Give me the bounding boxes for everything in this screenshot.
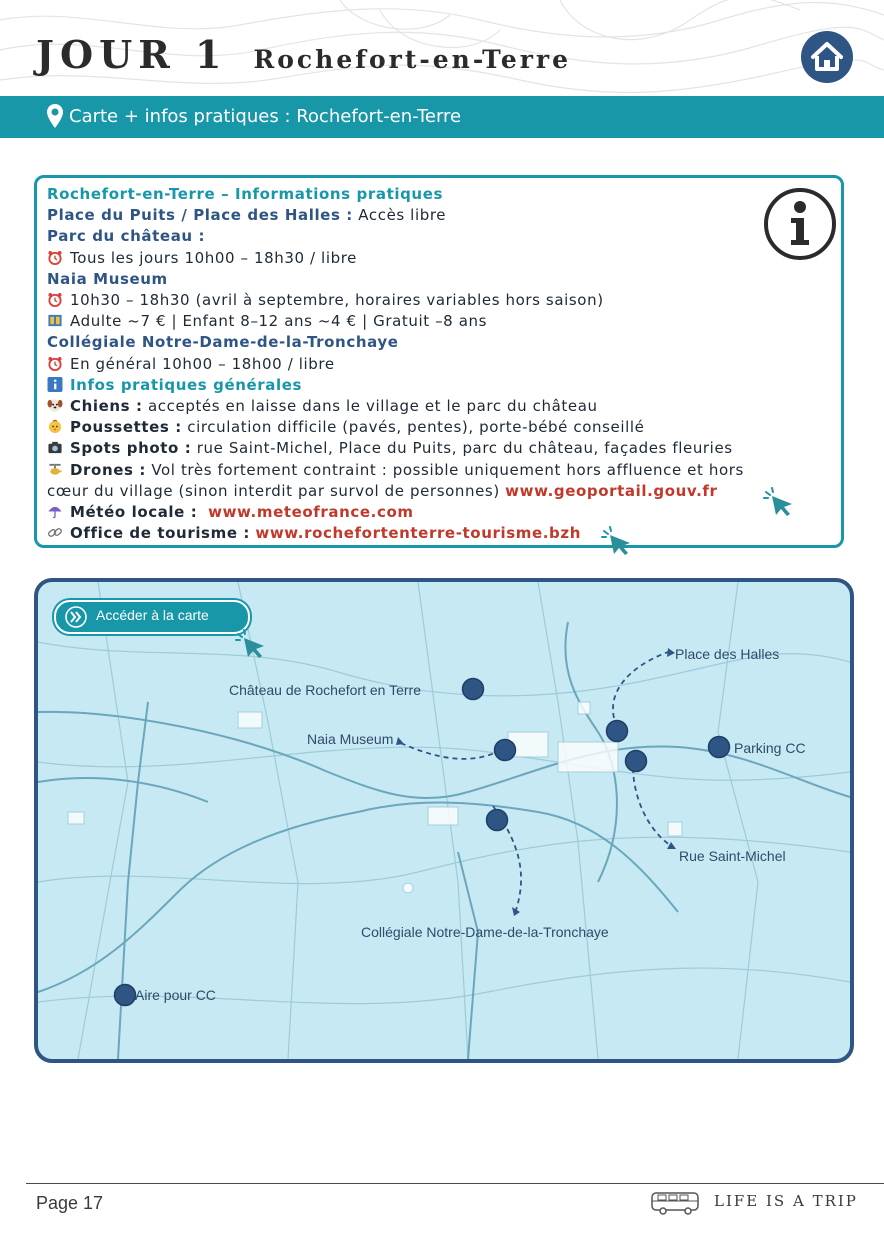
- drones-value: Vol très fortement contraint : possible uniquement hors affluence et hors: [145, 460, 744, 479]
- meteo-label: Météo locale :: [70, 503, 198, 522]
- chiens-value: acceptés en laisse dans le village et le parc du château: [142, 397, 598, 416]
- map-label-naia: Naia Museum: [307, 731, 394, 747]
- map-marker-aire[interactable]: [113, 983, 137, 1007]
- home-icon: [801, 31, 853, 83]
- naia-hours: 10h30 – 18h30 (avril à septembre, horaires variables hors saison): [70, 291, 604, 310]
- place-puits-value: Accès libre: [352, 206, 447, 225]
- spots-label: Spots photo :: [70, 439, 192, 458]
- info-lines: [47, 184, 744, 544]
- map-panel[interactable]: [34, 578, 854, 1063]
- cursor-icon[interactable]: [600, 525, 634, 557]
- dog-icon: [47, 398, 63, 413]
- baby-icon: [47, 419, 63, 434]
- info-square-icon: [47, 377, 63, 392]
- drones-label: Drones :: [70, 460, 146, 479]
- page-header: [36, 32, 571, 77]
- day-title: JOUR 1: [36, 32, 228, 77]
- poussettes-value: circulation difficile (pavés, pentes), porte-bébé conseillé: [181, 418, 645, 437]
- section-banner: [0, 96, 884, 138]
- map-label-parking: Parking CC: [734, 740, 806, 756]
- map-label-aire: Aire pour CC: [135, 987, 216, 1003]
- clock-icon: [47, 292, 63, 307]
- info-title: Rochefort-en-Terre – Informations pratiques: [47, 185, 443, 203]
- map-label-halles: Place des Halles: [675, 646, 780, 662]
- spots-value: rue Saint-Michel, Place du Puits, parc du château, façades fleuries: [191, 439, 733, 458]
- chiens-label: Chiens :: [70, 397, 143, 416]
- umbrella-icon: [47, 504, 63, 519]
- page-number: Page 17: [36, 1193, 104, 1213]
- naia-price: Adulte ~7 € | Enfant 8–12 ans ~4 € | Gratuit –8 ans: [70, 312, 488, 331]
- home-button[interactable]: [801, 31, 853, 83]
- map-marker-parking[interactable]: [707, 735, 731, 759]
- drone-icon: [47, 462, 63, 477]
- map-marker-naia[interactable]: [493, 738, 517, 762]
- link-icon: [47, 525, 63, 540]
- camera-icon: [47, 440, 63, 455]
- parc-hours: Tous les jours 10h00 – 18h30 / libre: [70, 248, 357, 267]
- meteofrance-link[interactable]: www.meteofrance.com: [208, 503, 414, 522]
- ticket-icon: [47, 313, 63, 328]
- open-map-button[interactable]: [54, 600, 250, 634]
- parc-title: Parc du château :: [47, 227, 206, 246]
- footer-divider: [26, 1183, 884, 1184]
- tourisme-link[interactable]: www.rochefortenterre-tourisme.bzh: [255, 524, 582, 543]
- cursor-icon[interactable]: [234, 628, 268, 660]
- map-label-collegiale: Collégiale Notre-Dame-de-la-Tronchaye: [361, 924, 609, 940]
- drones-value-2: cœur du village (sinon interdit par survol de personnes): [47, 481, 506, 500]
- map-pin-icon: [46, 103, 64, 129]
- clock-icon: [47, 356, 63, 371]
- place-title: Rochefort-en-Terre: [253, 45, 571, 74]
- map-label-chateau: Château de Rochefort en Terre: [229, 682, 421, 698]
- place-puits-label: Place du Puits / Place des Halles :: [47, 206, 353, 225]
- geoportail-link[interactable]: www.geoportail.gouv.fr: [505, 481, 718, 500]
- brand-name: LIFE IS A TRIP: [714, 1192, 858, 1210]
- office-label: Office de tourisme :: [70, 524, 251, 543]
- clock-icon: [47, 250, 63, 265]
- collegiale-hours: En général 10h00 – 18h00 / libre: [70, 354, 335, 373]
- info-icon: [763, 187, 837, 261]
- chevron-double-right-icon: [65, 606, 87, 628]
- poussettes-label: Poussettes :: [70, 418, 182, 437]
- map-marker-halles[interactable]: [605, 719, 629, 743]
- map-marker-chateau[interactable]: [461, 677, 485, 701]
- collegiale-title: Collégiale Notre-Dame-de-la-Tronchaye: [47, 333, 399, 352]
- naia-title: Naia Museum: [47, 269, 168, 288]
- general-title: Infos pratiques générales: [70, 375, 303, 394]
- van-icon: [650, 1190, 702, 1216]
- banner-text: Carte + infos pratiques : Rochefort-en-Terre: [69, 106, 462, 127]
- open-map-label: Accéder à la carte: [96, 607, 209, 623]
- map-marker-collegiale[interactable]: [485, 808, 509, 832]
- map-marker-saint-michel[interactable]: [624, 749, 648, 773]
- cursor-icon[interactable]: [762, 486, 796, 518]
- map-label-saint-michel: Rue Saint-Michel: [679, 848, 786, 864]
